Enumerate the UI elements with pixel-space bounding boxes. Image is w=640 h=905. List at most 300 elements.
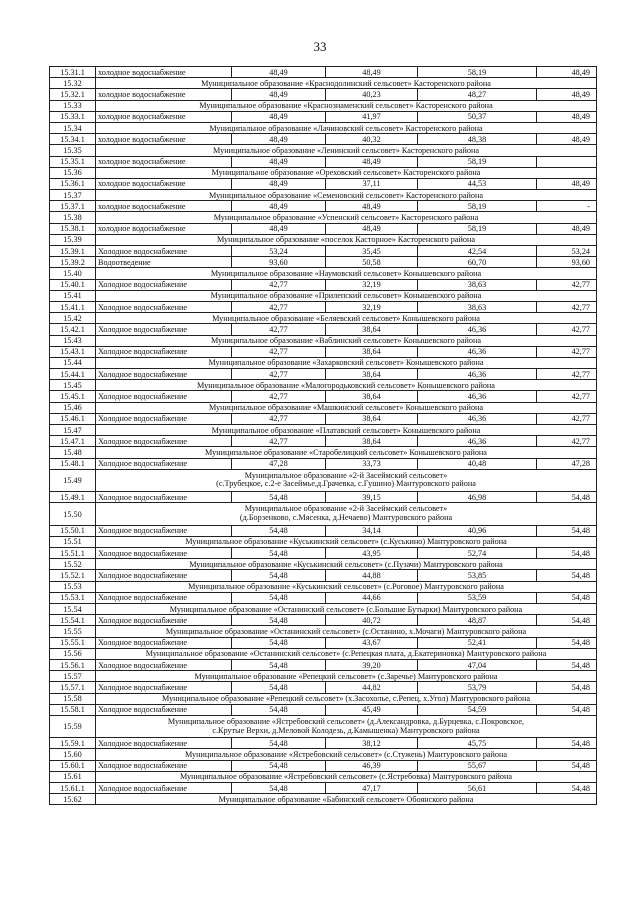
municipality-name-line-2: (д.Борзенково, с.Мясенка, д.Нечаево) Мантуровского района [239,513,453,523]
municipality-name: Муниципальное образование «Бабинский сельсовет» Обоянского района [96,794,597,805]
value-1: 48,49 [232,111,326,122]
row-number: 15.33 [50,100,96,111]
value-1: 42,77 [232,391,326,402]
row-number: 15.60.1 [50,760,96,771]
data-row [50,659,597,670]
municipality-name: Муниципальное образование «Наумовский сельсовет» Конышевского района [96,268,597,279]
row-number: 15.59 [50,715,96,737]
section-header-row [50,100,597,111]
row-number: 15.44.1 [50,369,96,380]
value-3: 46,36 [418,413,537,424]
data-row [50,413,597,424]
service-name: Холодное водоснабжение [96,760,232,771]
value-1: 54,48 [232,570,326,581]
value-2: 38,64 [326,413,418,424]
value-1: 42,77 [232,413,326,424]
service-name: Холодное водоснабжение [96,301,232,312]
service-name: Холодное водоснабжение [96,548,232,559]
tariff-table [49,66,597,805]
value-3: 58,19 [418,201,537,212]
data-row [50,738,597,749]
municipality-name: Муниципальное образование «Останинский сельсовет» (с.Останино, х.Мочаги) Мантуровского района [96,626,597,637]
row-number: 15.40 [50,268,96,279]
value-4: - [537,201,597,212]
municipality-name: Муниципальное образование «Захарковский сельсовет» Конышевского района [96,357,597,368]
data-row [50,615,597,626]
row-number: 15.37 [50,190,96,201]
data-row [50,391,597,402]
row-number: 15.58 [50,693,96,704]
value-3: 46,36 [418,324,537,335]
service-name: Холодное водоснабжение [96,458,232,469]
municipality-name: Муниципальное образование «Репецкий сельсовет» (с.Заречье) Мантуровского района [96,671,597,682]
value-1: 54,48 [232,704,326,715]
row-number: 15.52.1 [50,570,96,581]
service-name: холодное водоснабжение [96,67,232,78]
value-3: 48,27 [418,89,537,100]
row-number: 15.44 [50,357,96,368]
row-number: 15.53 [50,581,96,592]
data-row [50,279,597,290]
section-header-row [50,290,597,301]
section-header-row [50,648,597,659]
municipality-name: Муниципальное образование «Куськинский сельсовет» (с.Роговое) Мантуровского района [96,581,597,592]
service-name: Водоотведение [96,257,232,268]
row-number: 15.52 [50,559,96,570]
municipality-name-line-2: (с.Трубецкое, с.2-е Засеймье,д.Грачевка, с.Гушино) Мантуровского района [216,479,476,489]
row-number: 15.41.1 [50,301,96,312]
row-number: 15.42 [50,313,96,324]
row-number: 15.55 [50,626,96,637]
data-row [50,178,597,189]
value-4: 54,48 [537,637,597,648]
value-4: 48,49 [537,134,597,145]
value-3: 52,74 [418,548,537,559]
row-number: 15.54.1 [50,615,96,626]
municipality-name: Муниципальное образование «Краснознаменский сельсовет» Касторенского района [96,100,597,111]
value-4: 42,77 [537,324,597,335]
section-header-row [50,626,597,637]
row-number: 15.50 [50,503,96,525]
value-2: 44,88 [326,570,418,581]
data-row [50,682,597,693]
section-header-row [50,145,597,156]
row-number: 15.56 [50,648,96,659]
value-1: 54,48 [232,659,326,670]
value-1: 42,77 [232,436,326,447]
value-1: 48,49 [232,89,326,100]
municipality-name: Муниципальное образование «Семеновский сельсовет» Касторенского района [96,190,597,201]
row-number: 15.60 [50,749,96,760]
value-4: 54,48 [537,525,597,536]
municipality-name: Муниципальное образование «поселок Касторное» Касторенского района [96,234,597,245]
value-3: 52,41 [418,637,537,648]
value-4: 42,77 [537,301,597,312]
value-1: 54,48 [232,637,326,648]
municipality-name: Муниципальное образование «Куськинский сельсовет» (с.Куськино) Мантуровского района [96,536,597,547]
row-number: 15.48.1 [50,458,96,469]
row-number: 15.62 [50,794,96,805]
value-2: 40,32 [326,134,418,145]
municipality-name: Муниципальное образование «Платавский сельсовет» Конышевского района [96,425,597,436]
row-number: 15.46 [50,402,96,413]
municipality-name: Муниципальное образование «Краснодолинский сельсовет» Касторенского района [96,78,597,89]
value-4: 48,49 [537,111,597,122]
row-number: 15.49.1 [50,492,96,503]
row-number: 15.43 [50,335,96,346]
row-number: 15.33.1 [50,111,96,122]
value-2: 35,45 [326,246,418,257]
value-1: 48,49 [232,223,326,234]
data-row [50,783,597,794]
data-row [50,111,597,122]
value-1: 48,49 [232,134,326,145]
value-2: 39,20 [326,659,418,670]
value-3: 58,19 [418,67,537,78]
municipality-name: Муниципальное образование «Останинский сельсовет» (с.Репецкая плата, д.Екатериновка) Мантуровского района [96,648,597,659]
row-number: 15.50.1 [50,525,96,536]
value-4: 47,28 [537,458,597,469]
data-row [50,760,597,771]
section-header-row [50,581,597,592]
value-3: 45,75 [418,738,537,749]
municipality-name: Муниципальное образование «Успенский сельсовет» Касторенского района [96,212,597,223]
service-name: Холодное водоснабжение [96,436,232,447]
municipality-name-line-1: Муниципальное образование «2-й Засеймский сельсовет» [244,504,448,514]
municipality-name: Муниципальное образование «Останинский сельсовет» (с.Большие Бутырки) Мантуровского района [96,604,597,615]
section-header-row [50,671,597,682]
row-number: 15.37.1 [50,201,96,212]
municipality-name: Муниципальное образование «Куськинский сельсовет» (с.Пузачи) Мантуровского района [96,559,597,570]
value-3: 55,67 [418,760,537,771]
row-number: 15.38.1 [50,223,96,234]
data-row [50,89,597,100]
service-name: Холодное водоснабжение [96,592,232,603]
data-row [50,492,597,503]
row-number: 15.56.1 [50,659,96,670]
data-row [50,257,597,268]
row-number: 15.32.1 [50,89,96,100]
municipality-name-line-1: Муниципальное образование «Ястребовский сельсовет» (д.Александровка, д.Бурцевка, с.Покровское, [167,716,525,726]
service-name: холодное водоснабжение [96,178,232,189]
value-2: 47,17 [326,783,418,794]
municipality-name: Муниципальное образование «Малогородьковский сельсовет» Конышевского района [96,380,597,391]
service-name: холодное водоснабжение [96,89,232,100]
value-3: 48,87 [418,615,537,626]
value-1: 42,77 [232,301,326,312]
value-2: 40,23 [326,89,418,100]
value-1: 54,48 [232,738,326,749]
value-2: 45,49 [326,704,418,715]
section-header-row [50,212,597,223]
service-name: Холодное водоснабжение [96,615,232,626]
municipality-name: Муниципальное образование «Старобелицкий сельсовет» Конышевского района [96,447,597,458]
section-header-row [50,380,597,391]
value-4: 54,48 [537,615,597,626]
value-2: 44,66 [326,592,418,603]
data-row [50,570,597,581]
row-number: 15.47 [50,425,96,436]
value-3: 53,85 [418,570,537,581]
row-number: 15.45 [50,380,96,391]
value-1: 54,48 [232,592,326,603]
service-name: Холодное водоснабжение [96,525,232,536]
service-name: Холодное водоснабжение [96,324,232,335]
section-header-row [50,771,597,782]
row-number: 15.47.1 [50,436,96,447]
row-number: 15.48 [50,447,96,458]
value-1: 48,49 [232,67,326,78]
section-header-row [50,604,597,615]
value-2: 39,15 [326,492,418,503]
section-header-row [50,78,597,89]
data-row [50,324,597,335]
section-header-row [50,234,597,245]
row-number: 15.61 [50,771,96,782]
value-4: 54,48 [537,783,597,794]
value-1: 54,48 [232,525,326,536]
section-header-row [50,469,597,491]
service-name: холодное водоснабжение [96,156,232,167]
value-4: 42,77 [537,346,597,357]
value-4: 54,48 [537,659,597,670]
section-header-row [50,447,597,458]
value-3: 54,59 [418,704,537,715]
value-4: 54,48 [537,704,597,715]
value-2: 43,95 [326,548,418,559]
section-header-row [50,402,597,413]
row-number: 15.42.1 [50,324,96,335]
section-header-row [50,749,597,760]
value-4: 48,49 [537,223,597,234]
value-1: 93,60 [232,257,326,268]
data-row [50,704,597,715]
value-2: 48,49 [326,156,418,167]
service-name: Холодное водоснабжение [96,369,232,380]
value-2: 38,64 [326,324,418,335]
row-number: 15.36.1 [50,178,96,189]
value-2: 32,19 [326,279,418,290]
value-1: 54,48 [232,492,326,503]
value-3: 47,04 [418,659,537,670]
row-number: 15.58.1 [50,704,96,715]
service-name: холодное водоснабжение [96,201,232,212]
row-number: 15.40.1 [50,279,96,290]
value-2: 33,73 [326,458,418,469]
value-4: 48,49 [537,178,597,189]
value-3: 44,53 [418,178,537,189]
municipality-name: Муниципальное образование «Ленинский сельсовет» Касторенского района [96,145,597,156]
row-number: 15.46.1 [50,413,96,424]
value-4: 54,48 [537,592,597,603]
section-header-row [50,536,597,547]
value-2: 32,19 [326,301,418,312]
data-row [50,246,597,257]
data-row [50,301,597,312]
data-row [50,436,597,447]
row-number: 15.34 [50,122,96,133]
section-header-row [50,715,597,737]
value-4: 54,48 [537,682,597,693]
row-number: 15.41 [50,290,96,301]
data-row [50,223,597,234]
value-2: 44,82 [326,682,418,693]
value-4: 42,77 [537,369,597,380]
page-number: 33 [313,39,327,54]
section-header-row [50,794,597,805]
value-2: 38,64 [326,369,418,380]
data-row [50,67,597,78]
service-name: Холодное водоснабжение [96,246,232,257]
service-name: Холодное водоснабжение [96,279,232,290]
value-4: 54,48 [537,738,597,749]
value-2: 38,64 [326,436,418,447]
value-4: 48,49 [537,67,597,78]
value-2: 37,11 [326,178,418,189]
value-2: 40,72 [326,615,418,626]
section-header-row [50,268,597,279]
municipality-name: Муниципальное образование «Ореховский сельсовет» Касторенского района [96,167,597,178]
row-number: 15.36 [50,167,96,178]
value-3: 38,63 [418,301,537,312]
value-2: 34,14 [326,525,418,536]
value-3: 46,36 [418,346,537,357]
value-3: 46,36 [418,436,537,447]
service-name: Холодное водоснабжение [96,391,232,402]
municipality-name: Муниципальное образование «Ваблинский сельсовет» Конышевского района [96,335,597,346]
value-1: 54,48 [232,548,326,559]
value-1: 54,48 [232,783,326,794]
value-3: 46,36 [418,391,537,402]
service-name: холодное водоснабжение [96,223,232,234]
municipality-name: Муниципальное образование «Машкинский сельсовет» Конышевского района [96,402,597,413]
row-number: 15.51 [50,536,96,547]
value-3: 40,48 [418,458,537,469]
row-number: 15.53.1 [50,592,96,603]
value-3: 60,70 [418,257,537,268]
municipality-name: Муниципальное образование «Лачиновский сельсовет» Касторенского района [96,122,597,133]
municipality-name: Муниципальное образование «Ястребовский сельсовет» (с.Стужень) Мантуровского района [96,749,597,760]
value-2: 38,64 [326,346,418,357]
value-2: 50,58 [326,257,418,268]
municipality-name [96,503,597,525]
service-name: Холодное водоснабжение [96,738,232,749]
municipality-name [96,715,597,737]
service-name: Холодное водоснабжение [96,413,232,424]
row-number: 15.61.1 [50,783,96,794]
service-name: Холодное водоснабжение [96,704,232,715]
value-4 [537,156,597,167]
data-row [50,156,597,167]
value-1: 47,28 [232,458,326,469]
value-4: 42,77 [537,391,597,402]
value-2: 38,12 [326,738,418,749]
value-3: 38,63 [418,279,537,290]
value-1: 54,48 [232,760,326,771]
value-1: 42,77 [232,346,326,357]
data-row [50,134,597,145]
value-3: 48,38 [418,134,537,145]
tariff-table-body [50,67,597,805]
row-number: 15.34.1 [50,134,96,145]
row-number: 15.43.1 [50,346,96,357]
row-number: 15.49 [50,469,96,491]
value-4: 42,77 [537,279,597,290]
value-1: 54,48 [232,682,326,693]
row-number: 15.31.1 [50,67,96,78]
municipality-name: Муниципальное образование «Репецкий сельсовет» (х.Засохолье, с.Репец, х.Угол) Мантуровского района [96,693,597,704]
value-3: 53,79 [418,682,537,693]
municipality-name [96,469,597,491]
value-2: 48,49 [326,223,418,234]
section-header-row [50,357,597,368]
service-name: Холодное водоснабжение [96,570,232,581]
service-name: Холодное водоснабжение [96,492,232,503]
service-name: холодное водоснабжение [96,134,232,145]
data-row [50,346,597,357]
row-number: 15.35 [50,145,96,156]
row-number: 15.59.1 [50,738,96,749]
value-1: 48,49 [232,201,326,212]
value-1: 42,77 [232,369,326,380]
service-name: холодное водоснабжение [96,111,232,122]
row-number: 15.39.2 [50,257,96,268]
value-3: 42,54 [418,246,537,257]
value-1: 48,49 [232,156,326,167]
value-4: 54,48 [537,570,597,581]
section-header-row [50,122,597,133]
municipality-name: Муниципальное образование «Ястребовский сельсовет» (с.Ястребовка) Мантуровского района [96,771,597,782]
row-number: 15.39.1 [50,246,96,257]
data-row [50,201,597,212]
value-3: 58,19 [418,223,537,234]
value-3: 53,59 [418,592,537,603]
section-header-row [50,693,597,704]
value-3: 50,37 [418,111,537,122]
value-4: 42,77 [537,436,597,447]
value-1: 48,49 [232,178,326,189]
value-2: 48,49 [326,67,418,78]
value-3: 40,96 [418,525,537,536]
value-4: 93,60 [537,257,597,268]
value-3: 58,19 [418,156,537,167]
data-row [50,458,597,469]
data-row [50,525,597,536]
section-header-row [50,190,597,201]
row-number: 15.54 [50,604,96,615]
municipality-name: Муниципальное образование «Прилепский сельсовет» Конышевского района [96,290,597,301]
value-4: 42,77 [537,413,597,424]
value-2: 48,49 [326,201,418,212]
value-4: 54,48 [537,548,597,559]
section-header-row [50,335,597,346]
value-3: 46,36 [418,369,537,380]
data-row [50,637,597,648]
service-name: Холодное водоснабжение [96,682,232,693]
row-number: 15.57.1 [50,682,96,693]
value-4: 48,49 [537,89,597,100]
value-2: 38,64 [326,391,418,402]
row-number: 15.51.1 [50,548,96,559]
row-number: 15.55.1 [50,637,96,648]
value-2: 46,39 [326,760,418,771]
row-number: 15.35.1 [50,156,96,167]
value-2: 43,67 [326,637,418,648]
row-number: 15.39 [50,234,96,245]
value-2: 41,97 [326,111,418,122]
value-4: 53,24 [537,246,597,257]
value-1: 42,77 [232,324,326,335]
